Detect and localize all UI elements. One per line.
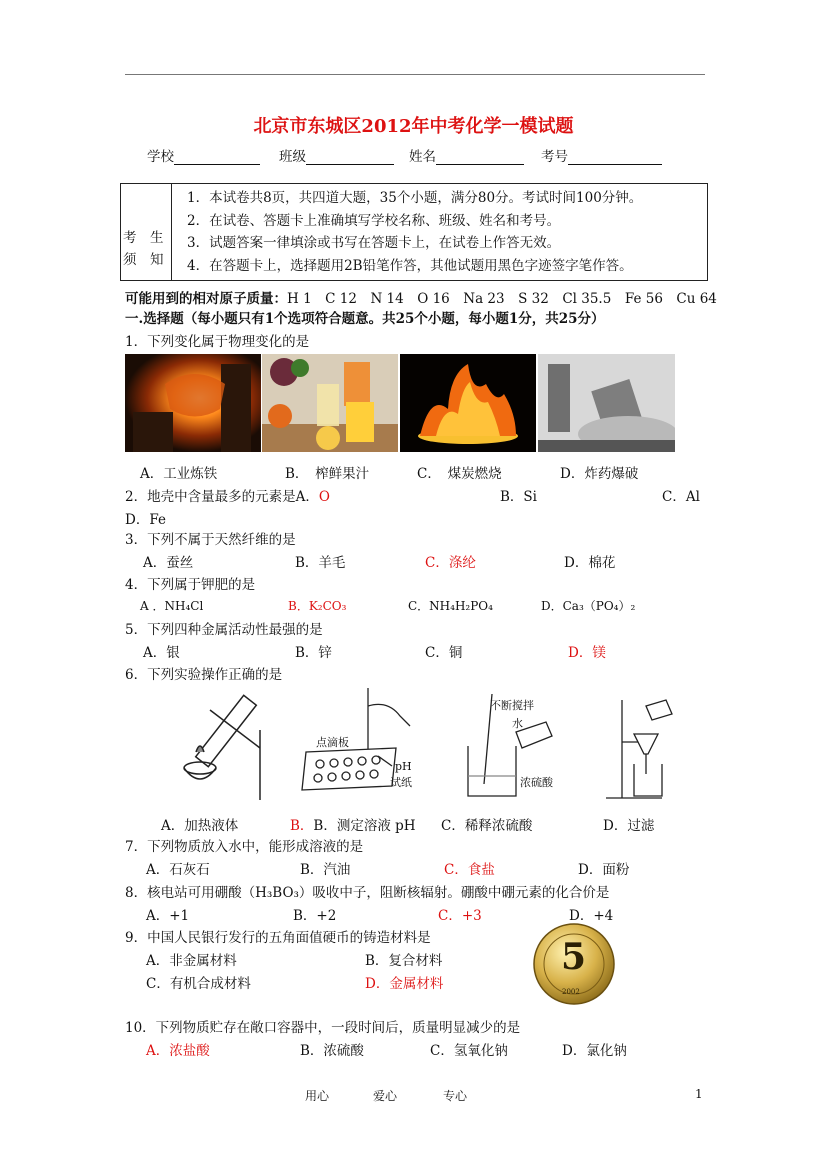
q1-stem: 1．下列变化属于物理变化的是 [125, 334, 310, 350]
q6-label-plate: 点滴板 [316, 736, 349, 749]
q3-stem: 3．下列不属于天然纤维的是 [125, 532, 296, 548]
q8-option-d: D．+4 [569, 908, 614, 924]
q9-option-b: B．复合材料 [365, 953, 443, 969]
q8-option-b: B．+2 [293, 908, 337, 924]
field-exam-number: 考号 [541, 145, 662, 165]
q6-option-b: B．B．测定溶液 pH [290, 818, 416, 834]
q2-option-b: B．Si [500, 489, 537, 505]
q3-option-a: A．蚕丝 [143, 555, 194, 571]
q5-option-c: C．铜 [425, 645, 463, 661]
q7-stem: 7．下列物质放入水中，能形成溶液的是 [125, 839, 364, 855]
q4-option-d: D．Ca₃（PO₄）₂ [541, 599, 636, 613]
q5-option-a: A．银 [143, 645, 180, 661]
notice-item: 4．在答题卡上，选择题用2B铅笔作答，其他试题用黑色字迹签字笔作答。 [187, 257, 633, 274]
q5-stem: 5．下列四种金属活动性最强的是 [125, 622, 323, 638]
q4-stem: 4．下列属于钾肥的是 [125, 577, 256, 593]
q1-image-steel [125, 354, 261, 452]
footer-text-3: 专心 [443, 1089, 468, 1103]
q9-option-c: C．有机合成材料 [146, 976, 251, 992]
q2-option-c: C．Al [662, 489, 700, 505]
q7-option-c: C．食盐 [444, 862, 495, 878]
q9-coin-year: 2002 [562, 988, 580, 996]
q7-option-d: D．面粉 [578, 862, 630, 878]
q6-option-a: A．加热液体 [161, 818, 239, 834]
q1-option-d: D．炸药爆破 [560, 466, 639, 482]
q7-option-b: B．汽油 [300, 862, 351, 878]
atomic-mass-line: 可能用到的相对原子质量：H 1 C 12 N 14 O 16 Na 23 S 32 Cl 35.5 Fe 56 Cu 64 [125, 291, 717, 307]
q6-figure-filter [600, 692, 690, 804]
q10-option-c: C．氢氧化钠 [430, 1043, 508, 1059]
footer-text-2: 爱心 [373, 1089, 398, 1103]
q1-image-juice [262, 354, 398, 452]
q4-option-c: C．NH₄H₂PO₄ [408, 599, 493, 613]
notice-label-line1: 考 生 [123, 230, 164, 246]
field-school: 学校 [147, 145, 260, 165]
q1-option-c: C． 煤炭燃烧 [417, 466, 502, 482]
q9-stem: 9．中国人民银行发行的五角面值硬币的铸造材料是 [125, 930, 431, 946]
q6-label-paper: 试纸 [390, 776, 412, 789]
q7-option-a: A．石灰石 [146, 862, 210, 878]
q9-coin-value: 5 [561, 936, 587, 978]
q10-option-d: D．氯化钠 [562, 1043, 627, 1059]
q5-option-b: B．锌 [295, 645, 332, 661]
notice-item: 1．本试卷共8页，共四道大题，35个小题，满分80分。考试时间100分钟。 [187, 190, 643, 206]
q6-label-water: 水 [512, 717, 523, 730]
q9-option-a: A．非金属材料 [146, 953, 237, 969]
q8-option-c: C．+3 [438, 908, 482, 924]
q6-option-c: C．稀释浓硫酸 [441, 818, 533, 834]
q6-figure-heating [170, 690, 280, 805]
q1-option-b: B． 榨鲜果汁 [285, 466, 370, 482]
q8-option-a: A．+1 [146, 908, 190, 924]
field-name: 姓名 [409, 145, 524, 165]
q2-option-d: D．Fe [125, 512, 166, 528]
notice-item: 3．试题答案一律填涂或书写在答题卡上，在试卷上作答无效。 [187, 235, 561, 251]
notice-label [121, 184, 172, 280]
q6-label-ph: pH [395, 760, 412, 773]
notice-label-line2: 须 知 [123, 252, 164, 268]
page-title: 北京市东城区2012年中考化学一模试题 [253, 116, 574, 137]
q5-option-d: D．镁 [568, 645, 606, 661]
q3-option-d: D．棉花 [564, 555, 616, 571]
q6-label-acid: 浓硫酸 [520, 776, 553, 789]
notice-items [187, 187, 642, 277]
q10-option-b: B．浓硫酸 [300, 1043, 364, 1059]
q2-stem: 2．地壳中含量最多的元素是A．O [125, 489, 330, 505]
section-heading: 一.选择题（每小题只有1个选项符合题意。共25个小题，每小题1分，共25分） [125, 311, 605, 327]
q6-stem: 6．下列实验操作正确的是 [125, 667, 283, 683]
q1-option-a: A．工业炼铁 [140, 466, 218, 482]
q4-option-b: B．K₂CO₃ [288, 599, 347, 613]
q6-label-stir: 不断搅拌 [490, 699, 534, 712]
header-rule [125, 74, 705, 75]
q1-image-demolition [538, 354, 675, 452]
q3-option-b: B．羊毛 [295, 555, 346, 571]
q9-option-d: D．金属材料 [365, 976, 444, 992]
q6-option-d: D．过滤 [603, 818, 655, 834]
notice-box [120, 183, 708, 281]
footer-text-1: 用心 [305, 1089, 330, 1103]
page-number: 1 [695, 1087, 703, 1101]
field-class: 班级 [279, 145, 394, 165]
q4-option-a: A ．NH₄Cl [140, 599, 204, 613]
q8-stem: 8．核电站可用硼酸（H₃BO₃）吸收中子，阻断核辐射。硼酸中硼元素的化合价是 [125, 885, 610, 901]
q10-option-a: A．浓盐酸 [146, 1043, 210, 1059]
q3-option-c: C．涤纶 [425, 555, 476, 571]
q1-image-fire [400, 354, 536, 452]
notice-item: 2．在试卷、答题卡上准确填写学校名称、班级、姓名和考号。 [187, 212, 561, 229]
q10-stem: 10．下列物质贮存在敞口容器中，一段时间后，质量明显减少的是 [125, 1020, 521, 1036]
